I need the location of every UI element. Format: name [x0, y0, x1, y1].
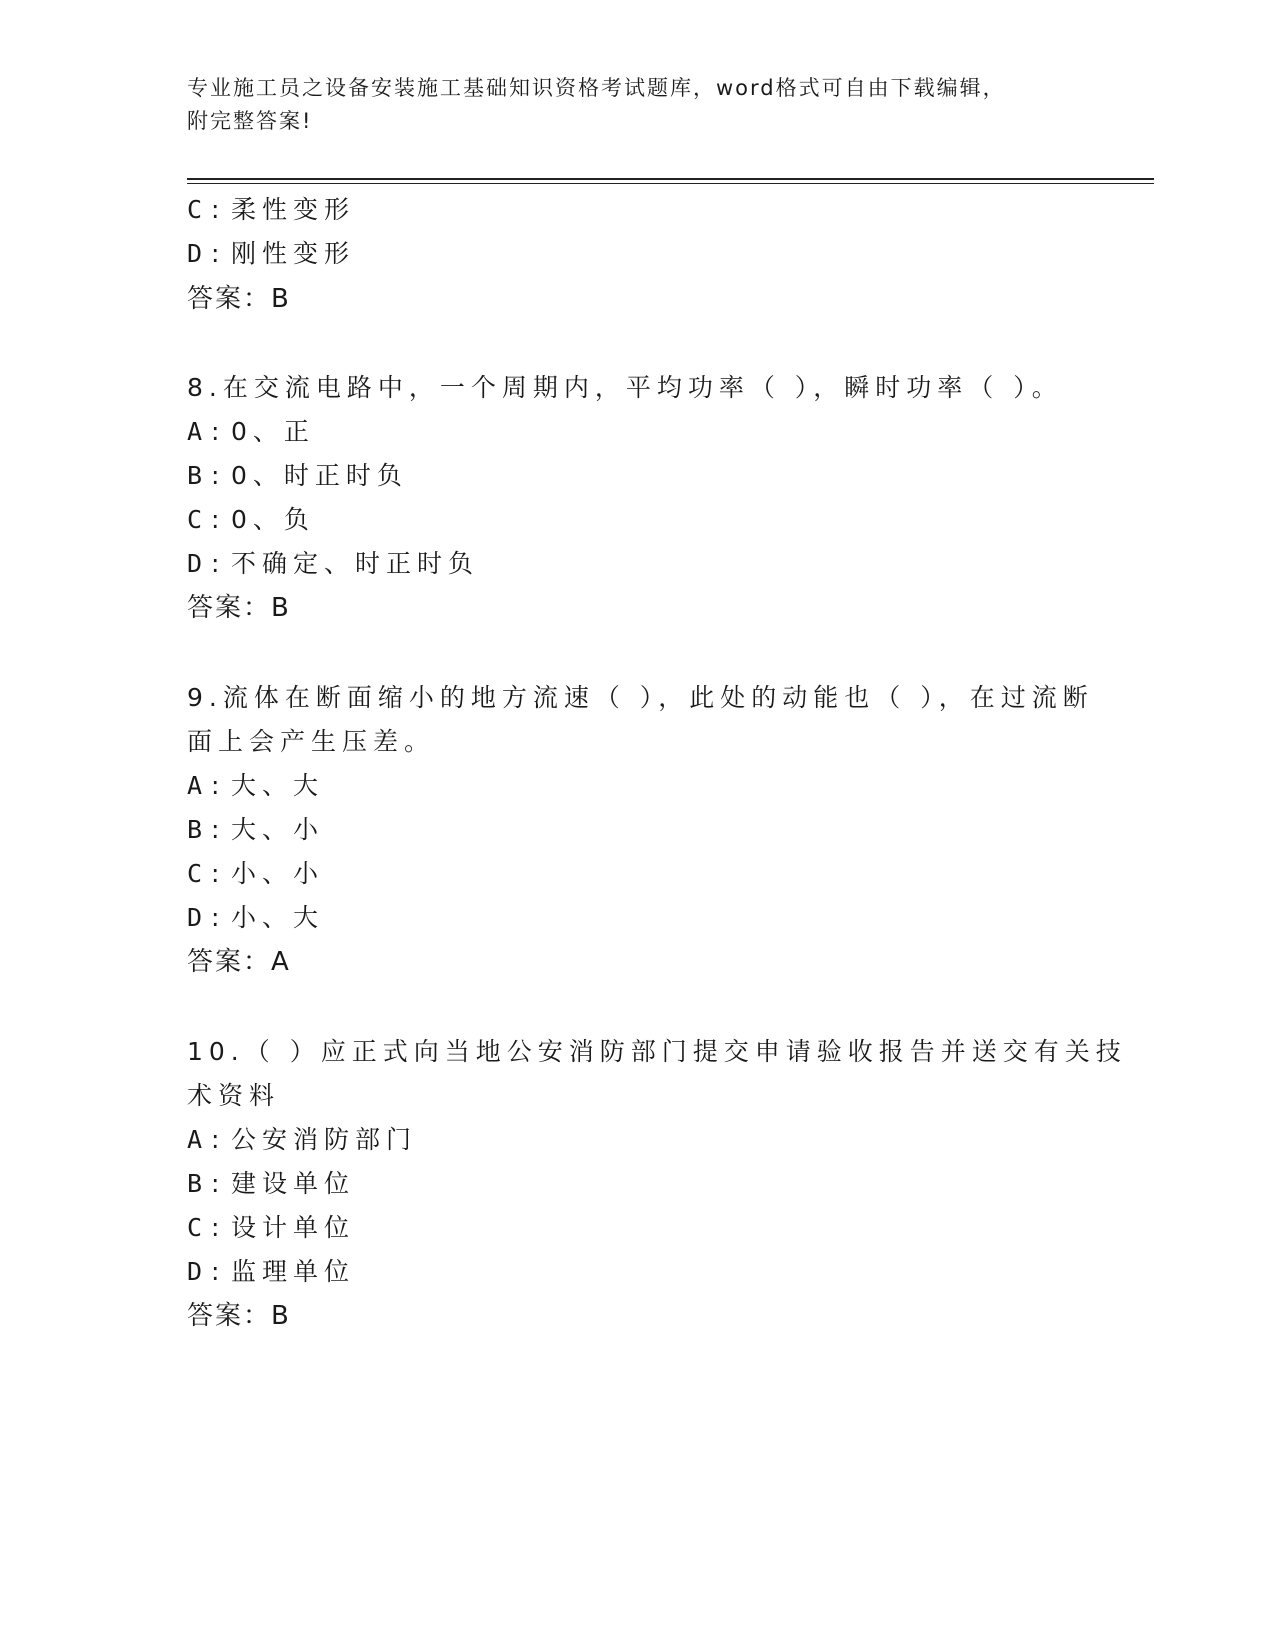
q10-option-b: B : 建设单位	[187, 1167, 355, 1201]
q9-stem-line-2: 面上会产生压差。	[187, 727, 436, 756]
q8-stem: 8.在交流电路中，一个周期内，平均功率（ ），瞬时功率（ ）。	[187, 373, 1063, 402]
q10-answer: 答案：B	[187, 1301, 291, 1331]
option-text: 大、小	[231, 815, 325, 844]
q8-option-d: D : 不确定、时正时负	[187, 547, 479, 581]
q8-option-c: C : 0、负	[187, 503, 315, 537]
option-letter: B	[187, 1169, 203, 1198]
q7-option-d: D : 刚性变形	[187, 237, 355, 271]
header-line-2: 附完整答案!	[187, 109, 313, 133]
option-letter: D	[187, 239, 203, 268]
header-line-1: 专业施工员之设备安装施工基础知识资格考试题库，word格式可自由下载编辑，	[187, 76, 1006, 100]
option-letter: C	[187, 859, 203, 888]
q10-stem-line-2: 术资料	[187, 1081, 281, 1110]
q8-option-a: A : 0、正	[187, 415, 315, 449]
option-text: 设计单位	[231, 1213, 356, 1242]
q10-stem-line-1: 10.（ ）应正式向当地公安消防部门提交申请验收报告并送交有关技	[187, 1037, 1127, 1066]
q7-option-c: C : 柔性变形	[187, 193, 355, 227]
option-letter: A	[187, 417, 203, 446]
option-letter: C	[187, 1213, 203, 1242]
option-letter: C	[187, 505, 203, 534]
option-text: 公安消防部门	[231, 1125, 418, 1154]
option-letter: A	[187, 771, 203, 800]
q9-option-c: C : 小、小	[187, 857, 324, 891]
option-text: 大、大	[231, 771, 325, 800]
header-divider-thin	[187, 183, 1154, 184]
option-text: 柔性变形	[231, 195, 356, 224]
option-text: 建设单位	[231, 1169, 356, 1198]
document-header	[187, 72, 1067, 138]
option-text: 监理单位	[231, 1257, 356, 1286]
q9-option-d: D : 小、大	[187, 901, 324, 935]
option-text: 小、小	[231, 859, 325, 888]
option-text: 0、负	[231, 505, 315, 534]
option-letter: A	[187, 1125, 203, 1154]
q7-answer: 答案：B	[187, 284, 291, 314]
option-text: 0、正	[231, 417, 315, 446]
option-letter: D	[187, 549, 203, 578]
q10-option-a: A : 公安消防部门	[187, 1123, 417, 1157]
q9-stem-line-1: 9.流体在断面缩小的地方流速（ ），此处的动能也（ ），在过流断	[187, 683, 1094, 712]
q9-option-b: B : 大、小	[187, 813, 324, 847]
option-letter: D	[187, 1257, 203, 1286]
q9-option-a: A : 大、大	[187, 769, 324, 803]
header-divider-thick	[187, 178, 1154, 180]
option-letter: D	[187, 903, 203, 932]
option-text: 小、大	[231, 903, 325, 932]
q8-option-b: B : 0、时正时负	[187, 459, 408, 493]
option-letter: B	[187, 815, 203, 844]
q10-option-c: C : 设计单位	[187, 1211, 355, 1245]
option-letter: B	[187, 461, 203, 490]
option-text: 0、时正时负	[231, 461, 408, 490]
q9-answer: 答案：A	[187, 947, 291, 977]
option-text: 不确定、时正时负	[231, 549, 480, 578]
option-letter: C	[187, 195, 203, 224]
q10-option-d: D : 监理单位	[187, 1255, 355, 1289]
option-text: 刚性变形	[231, 239, 356, 268]
q8-answer: 答案：B	[187, 593, 291, 623]
